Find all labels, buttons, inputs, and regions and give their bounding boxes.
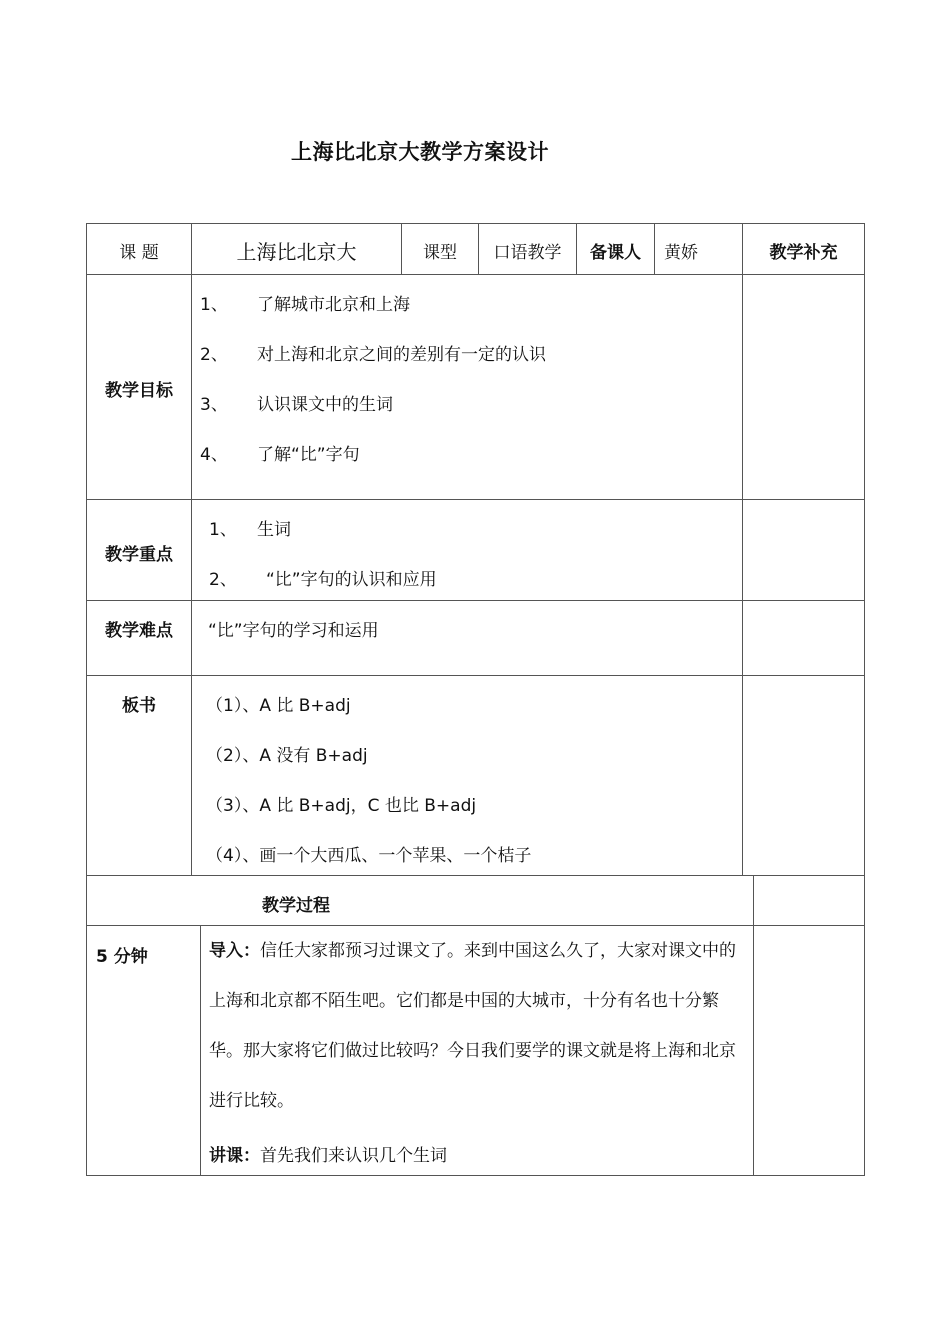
preparer-value: 黄娇 — [664, 243, 698, 263]
process-time: 5 分钟 — [96, 947, 148, 967]
list-item-number: 4、 — [200, 445, 228, 465]
lecture-label: 讲课： — [209, 1146, 260, 1166]
list-item: （2）、A 没有 B+adj — [206, 746, 368, 766]
list-item-number: 1、 — [209, 520, 237, 540]
page-title: 上海比北京大教学方案设计 — [291, 140, 549, 164]
list-item-number: 1、 — [200, 295, 228, 315]
list-item: 生词 — [257, 520, 291, 540]
intro-text: 信任大家都预习过课文了。来到中国这么久了，大家对课文中的上海和北京都不陌生吧。它们都是中国的大城市，十分有名也十分繁华。那大家将它们做过比较吗？今日我们要学的课文就是将上海和北京进行比较。 — [209, 941, 736, 1111]
key-points-label: 教学重点 — [105, 545, 173, 565]
intro-label: 导入： — [209, 941, 260, 961]
list-item: （3）、A 比 B+adj，C 也比 B+adj — [206, 796, 477, 816]
list-item: 对上海和北京之间的差别有一定的认识 — [257, 345, 546, 365]
list-item: 了解“比”字句 — [257, 445, 360, 465]
intro-paragraph — [209, 926, 749, 1126]
lecture-text: 首先我们来认识几个生词 — [260, 1146, 447, 1166]
list-item-number: 3、 — [200, 395, 228, 415]
list-item: （1）、A 比 B+adj — [206, 696, 351, 716]
difficulties-text: “比”字句的学习和运用 — [208, 621, 379, 641]
list-item: 认识课文中的生词 — [257, 395, 393, 415]
list-item-number: 2、 — [209, 570, 237, 590]
board-label: 板书 — [122, 696, 156, 716]
list-item: （4）、画一个大西瓜、一个苹果、一个桔子 — [206, 846, 532, 866]
topic-value: 上海比北京大 — [236, 240, 357, 264]
list-item: “比”字句的认识和应用 — [266, 570, 437, 590]
preparer-label: 备课人 — [590, 243, 641, 263]
type-value: 口语教学 — [493, 243, 562, 263]
supplement-label: 教学补充 — [769, 243, 838, 263]
list-item-number: 2、 — [200, 345, 228, 365]
difficulties-label: 教学难点 — [105, 621, 173, 641]
list-item: 了解城市北京和上海 — [257, 295, 410, 315]
topic-label: 课 题 — [119, 243, 159, 263]
objectives-label: 教学目标 — [105, 381, 173, 401]
type-label: 课型 — [423, 243, 457, 263]
process-label: 教学过程 — [262, 896, 330, 916]
lecture-paragraph — [209, 1141, 447, 1166]
